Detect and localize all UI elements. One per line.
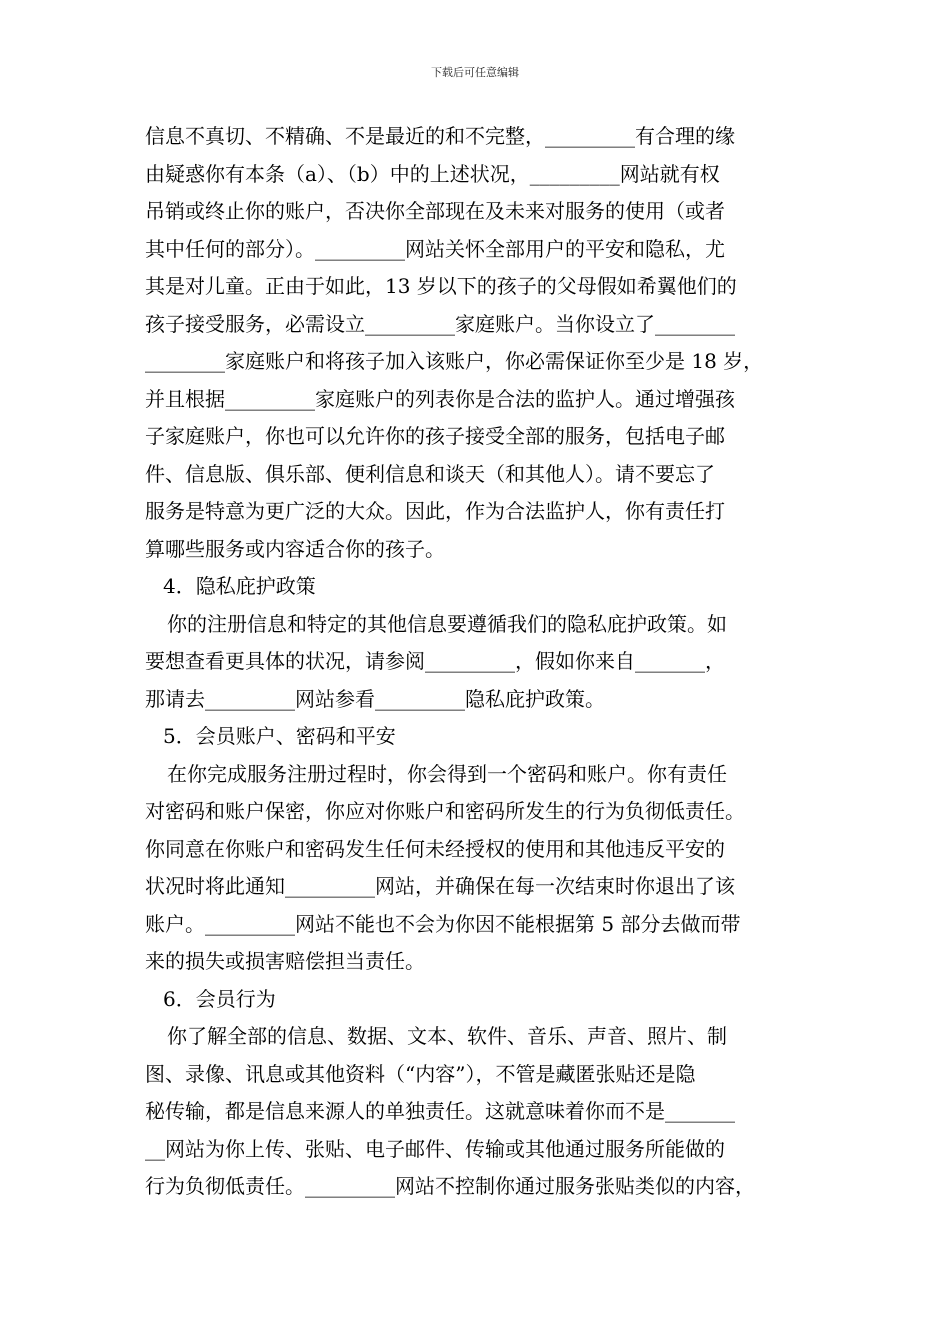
text-line: 那请去_________网站参看_________隐私庇护政策。 <box>145 686 605 711</box>
text-line: 图、录像、讯息或其他资料（“内容”），不管是藏匿张贴还是隐 <box>145 1061 696 1086</box>
text-line: 由疑惑你有本条（a）、（b）中的上述状况，_________网站就有权 <box>145 161 720 186</box>
text-line: 你的注册信息和特定的其他信息要遵循我们的隐私庇护政策。如 <box>167 611 727 636</box>
text-line: 要想查看更具体的状况，请参阅_________，假如你来自_______， <box>145 649 725 673</box>
text-line: 服务是特意为更广泛的大众。因此，作为合法监护人，你有责任打 <box>145 499 725 523</box>
text-line: 吊销或终止你的账户，否决你全部现在及未来对服务的使用（或者 <box>145 199 725 223</box>
text-line: ________家庭账户和将孩子加入该账户，你必需保证你至少是 18 岁， <box>145 349 764 373</box>
text-line: 算哪些服务或内容适合你的孩子。 <box>145 536 445 561</box>
text-line: 账户。_________网站不能也不会为你因不能根据第 5 部分去做而带 <box>145 911 741 936</box>
text-line: 你同意在你账户和密码发生任何未经授权的使用和其他违反平安的 <box>145 836 725 861</box>
text-line: 子家庭账户，你也可以允许你的孩子接受全部的服务，包括电子邮 <box>145 424 725 448</box>
text-line: 你了解全部的信息、数据、文本、软件、音乐、声音、照片、制 <box>167 1024 727 1048</box>
section-heading: 6．会员行为 <box>163 986 276 1011</box>
section-heading: 4．隐私庇护政策 <box>163 574 316 598</box>
text-line: 信息不真切、不精确、不是最近的和不完整，_________有合理的缘 <box>145 124 735 148</box>
document-body <box>145 118 815 1206</box>
text-line: 孩子接受服务，必需设立_________家庭账户。当你设立了________ <box>145 311 735 336</box>
section-heading: 5．会员账户、密码和平安 <box>163 724 396 748</box>
text-line: 行为负彻低责任。_________网站不控制你通过服务张贴类似的内容， <box>145 1174 755 1198</box>
text-line: 状况时将此通知_________网站，并确保在每一次结束时你退出了该 <box>145 874 735 898</box>
text-line: 秘传输，都是信息来源人的单独责任。这就意味着你而不是_______ <box>145 1099 735 1123</box>
text-line: 并且根据_________家庭账户的列表你是合法的监护人。通过增强孩 <box>145 386 735 411</box>
text-line: 件、信息版、俱乐部、便利信息和谈天（和其他人）。请不要忘了 <box>145 461 715 486</box>
text-line: 来的损失或损害赔偿担当责任。 <box>145 949 425 973</box>
text-line: 其中任何的部分）。_________网站关怀全部用户的平安和隐私，尤 <box>145 236 725 261</box>
text-line: 对密码和账户保密，你应对你账户和密码所发生的行为负彻低责任。 <box>145 799 745 823</box>
page-header: 下载后可任意编辑 <box>431 66 519 79</box>
text-line: 在你完成服务注册过程时，你会得到一个密码和账户。你有责任 <box>167 761 727 786</box>
text-line: 其是对儿童。正由于如此，13 岁以下的孩子的父母假如希翼他们的 <box>145 274 737 298</box>
text-line: __网站为你上传、张贴、电子邮件、传输或其他通过服务所能做的 <box>145 1136 725 1161</box>
